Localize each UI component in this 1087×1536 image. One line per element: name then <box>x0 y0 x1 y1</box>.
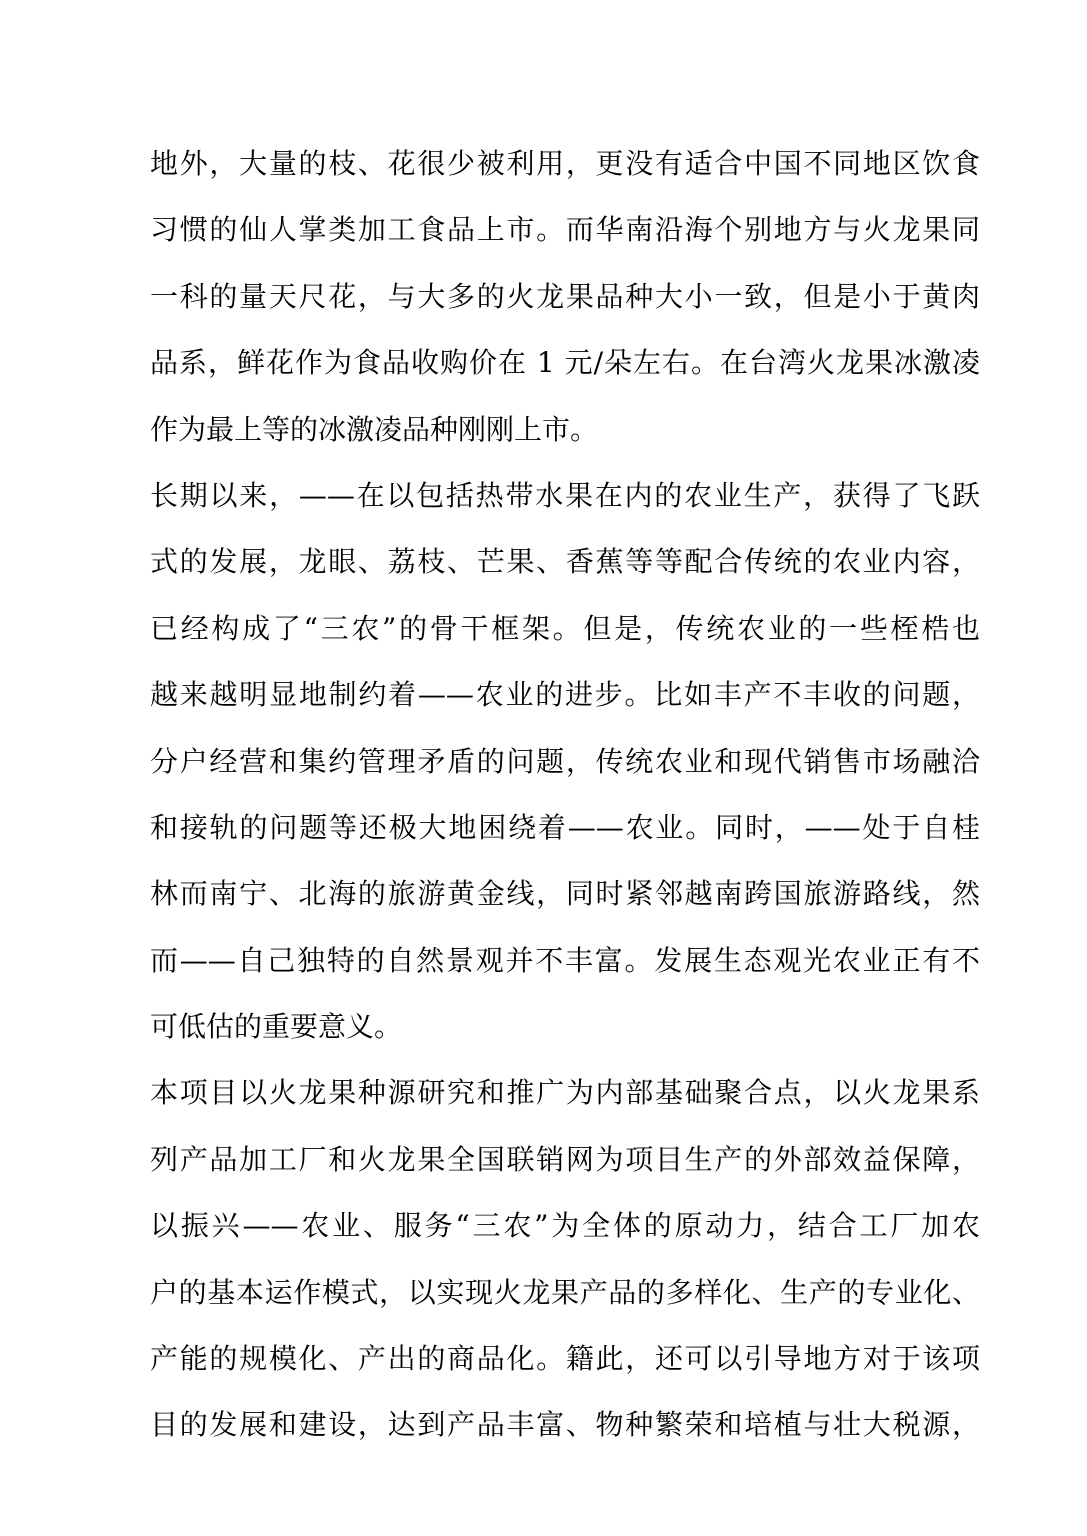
text-line: 而——自己独特的自然景观并不丰富。发展生态观光农业正有不 <box>150 943 980 977</box>
text-line: 地外，大量的枝、花很少被利用，更没有适合中国不同地区饮食 <box>150 147 980 180</box>
text-line: 式的发展，龙眼、荔枝、芒果、香蕉等等配合传统的农业内容， <box>150 545 980 579</box>
text-line: 长期以来，——在以包括热带水果在内的农业生产，获得了飞跃 <box>150 478 980 512</box>
text-line: 和接轨的问题等还极大地困绕着——农业。同时，——处于自桂 <box>150 810 980 844</box>
text-line: 习惯的仙人掌类加工食品上市。而华南沿海个别地方与火龙果同 <box>150 213 980 247</box>
text-line: 列产品加工厂和火龙果全国联销网为项目生产的外部效益保障， <box>150 1142 980 1176</box>
text-line: 产能的规模化、产出的商品化。籍此，还可以引导地方对于该项 <box>150 1342 980 1376</box>
text-line: 已经构成了“三农”的骨干框架。但是，传统农业的一些桎梏也 <box>150 611 980 645</box>
text-line: 品系，鲜花作为食品收购价在 1 元/朵左右。在台湾火龙果冰激凌 <box>150 346 980 380</box>
text-line: 分户经营和集约管理矛盾的问题，传统农业和现代销售市场融洽 <box>150 744 980 778</box>
text-line: 越来越明显地制约着——农业的进步。比如丰产不丰收的问题， <box>150 678 980 712</box>
paragraph-end-line: 可低估的重要意义。 <box>150 1010 403 1044</box>
text-line: 林而南宁、北海的旅游黄金线，同时紧邻越南跨国旅游路线，然 <box>150 877 980 911</box>
text-line: 本项目以火龙果种源研究和推广为内部基础聚合点，以火龙果系 <box>150 1076 980 1110</box>
text-line: 目的发展和建设，达到产品丰富、物种繁荣和培植与壮大税源， <box>150 1408 980 1442</box>
text-line: 一科的量天尺花，与大多的火龙果品种大小一致，但是小于黄肉 <box>150 279 980 313</box>
text-line: 以振兴——农业、服务“三农”为全体的原动力，结合工厂加农 <box>150 1209 980 1243</box>
body-text <box>150 131 980 1459</box>
text-line: 户的基本运作模式，以实现火龙果产品的多样化、生产的专业化、 <box>150 1275 980 1309</box>
paragraph-end-line: 作为最上等的冰激凌品种刚刚上市。 <box>150 412 599 446</box>
